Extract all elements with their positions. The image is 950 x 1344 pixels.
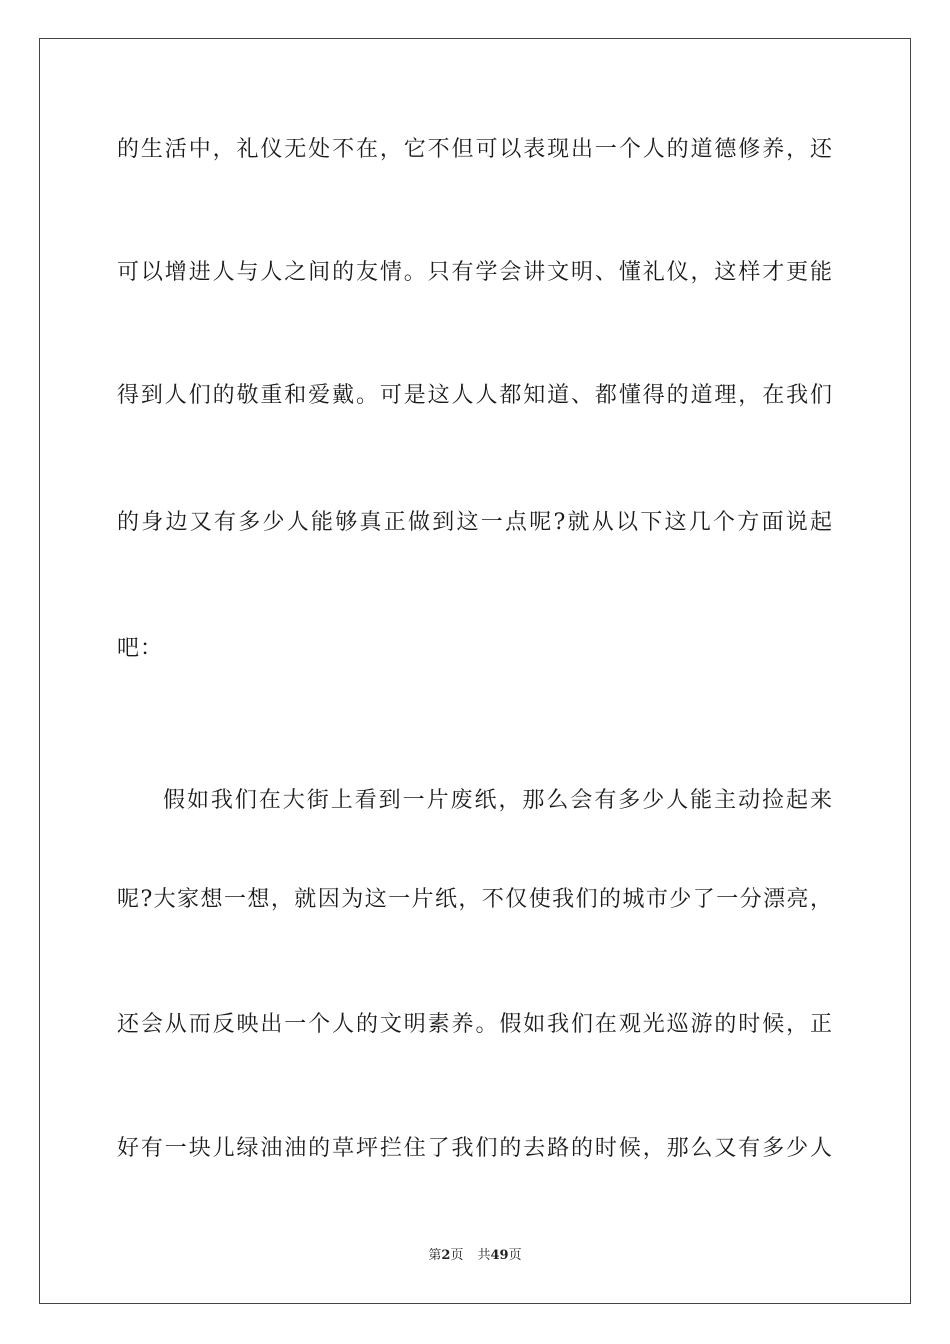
text-line-5: 吧： [117, 636, 164, 661]
page-suffix: 页 [450, 1248, 464, 1263]
text-line-2: 可以增进人与人之间的友情。只有学会讲文明、懂礼仪，这样才更能 [117, 260, 833, 285]
paragraph-2-line-4: 好有一块儿绿油油的草坪拦住了我们的去路的时候，那么又有多少人 [117, 1136, 833, 1161]
paragraph-2-line-1: 假如我们在大街上看到一片废纸，那么会有多少人能主动捡起来 [163, 788, 833, 813]
total-suffix: 页 [508, 1248, 522, 1263]
total-pages: 49 [490, 1248, 509, 1263]
paragraph-2-line-3: 还会从而反映出一个人的文明素养。假如我们在观光巡游的时候，正 [117, 1012, 833, 1037]
page-footer [0, 1247, 950, 1265]
text-line-4: 的身边又有多少人能够真正做到这一点呢?就从以下这几个方面说起 [117, 510, 833, 535]
total-prefix: 共 [477, 1248, 491, 1263]
text-line-1: 的生活中，礼仪无处不在，它不但可以表现出一个人的道德修养，还 [117, 137, 833, 162]
page-border [39, 38, 911, 1304]
page-number: 2 [441, 1248, 451, 1263]
paragraph-2-line-2: 呢?大家想一想，就因为这一片纸，不仅使我们的城市少了一分漂亮， [117, 887, 833, 912]
text-line-3: 得到人们的敬重和爱戴。可是这人人都知道、都懂得的道理，在我们 [117, 383, 833, 408]
page-prefix: 第 [428, 1248, 442, 1263]
